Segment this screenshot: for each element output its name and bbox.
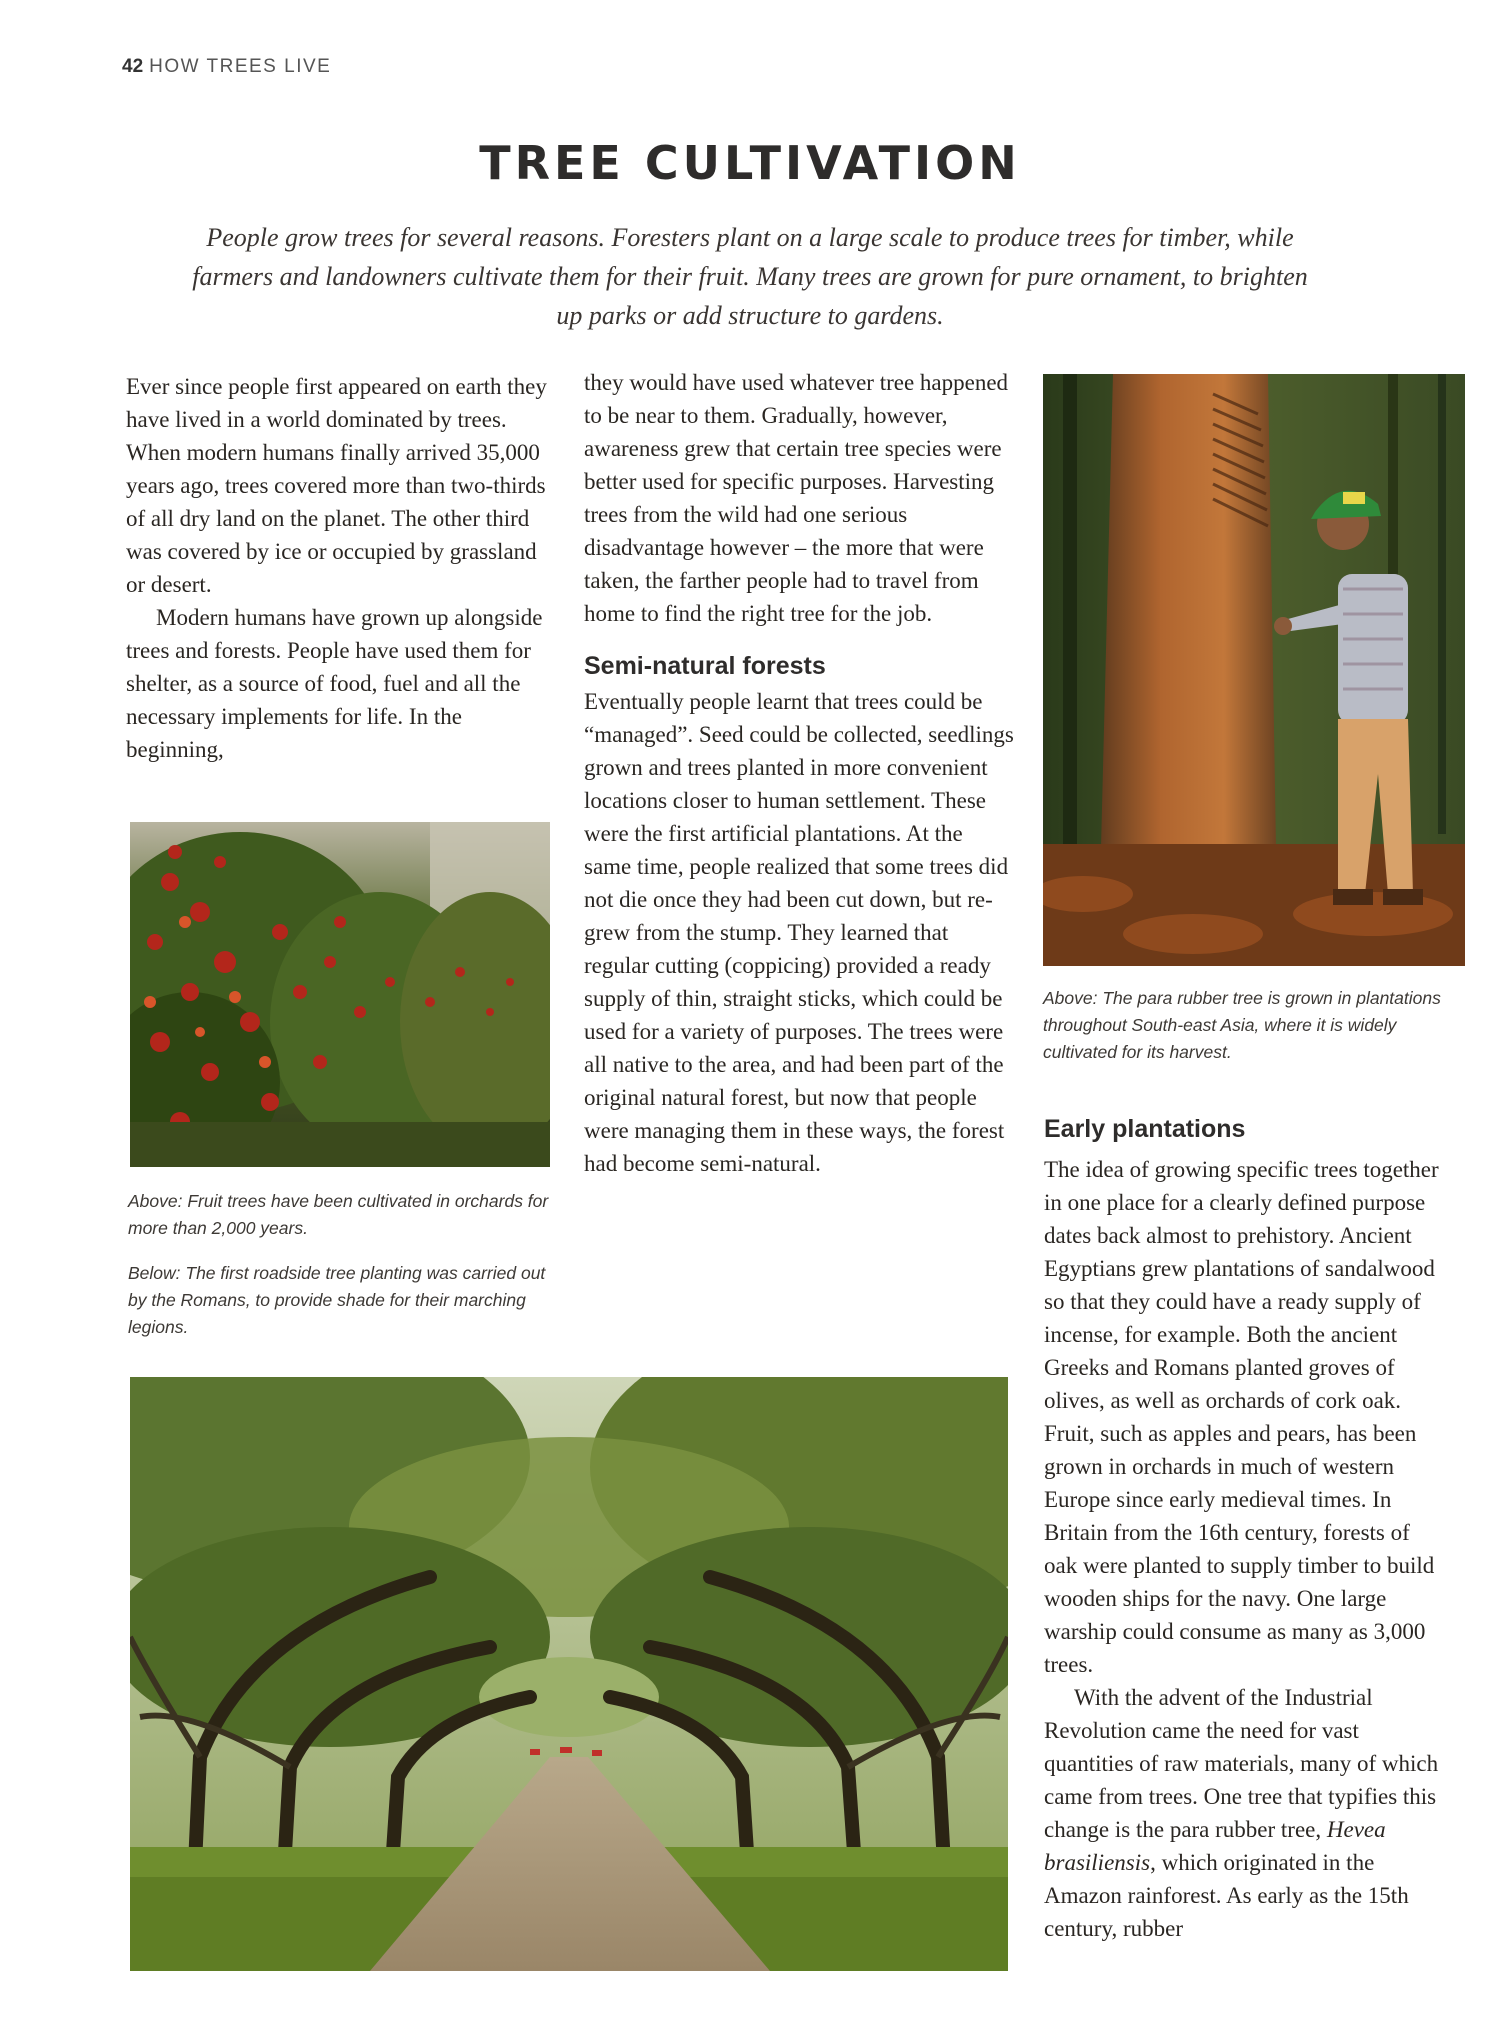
- intro-paragraph: People grow trees for several reasons. Foresters plant on a large scale to produce trees for timber, while farmers and landowners cultivate them for their fruit. Many trees are grown for pure ornament, to brighten up parks or add structure to gardens.: [192, 223, 1308, 330]
- species-name: Hevea brasiliensis: [1044, 1817, 1386, 1875]
- col1-paragraph-1: Ever since people first appeared on earth they have lived in a world dominated by trees. When modern humans finally arrived 35,000 years ago, trees covered more than two-thirds of all dry land on the planet. The other third was covered by ice or occupied by grassland or desert.: [126, 374, 547, 597]
- subhead-early-plantations: Early plantations: [1044, 1115, 1246, 1143]
- oak-avenue-photo: [130, 1377, 1008, 1971]
- rubber-caption: Above: The para rubber tree is grown in plantations throughout South-east Asia, where it is widely cultivated for its harvest.: [1043, 988, 1441, 1062]
- col3-paragraph-1: The idea of growing specific trees together in one place for a clearly defined purpose dates back almost to prehistory. Ancient Egyptians grew plantations of sandalwood so that they could have a ready supply of incense, for example. Both the ancient Greeks and Romans planted groves of olives, as well as orchards of cork oak. Fruit, such as apples and pears, has been grown in orchards in much of western Europe since early medieval times. In Britain from the 16th century, forests of oak were planted to supply timber to build wooden ships for the navy. One large warship could consume as many as 3,000 trees.: [1044, 1157, 1439, 1677]
- col2-paragraph-2: Eventually people learnt that trees could be “managed”. Seed could be collected, seedlings grown and trees planted in more convenient locations closer to human settlement. These were the first artificial plantations. At the same time, people realized that some trees did not die once they had been cut down, but re-grew from the stump. They learned that regular cutting (coppicing) provided a ready supply of thin, straight sticks, which could be used for a variety of purposes. The trees were all native to the area, and had been part of the original natural forest, but now that people were managing them in these ways, the forest had become semi-natural.: [584, 689, 1014, 1176]
- page-title: TREE CULTIVATION: [479, 136, 1021, 190]
- caption-group-left: [128, 1188, 558, 1341]
- avenue-caption: Below: The first roadside tree planting was carried out by the Romans, to provide shade for their marching legions.: [128, 1263, 546, 1337]
- rubber-tree-photo: [1043, 374, 1465, 966]
- col3-paragraph-2: [1044, 1681, 1444, 1945]
- col2-paragraph-1: they would have used whatever tree happened to be near to them. Gradually, however, awareness grew that certain tree species were better used for specific purposes. Harvesting trees from the wild had one serious disadvantage however – the more that were taken, the farther people had to travel from home to find the right tree for the job.: [584, 370, 1009, 626]
- running-head: [122, 56, 331, 78]
- orchard-photo: [130, 822, 550, 1167]
- column-2: [584, 366, 1014, 1180]
- col3-paragraph-2-part-2: , which originated in the Amazon rainforest. As early as the 15th century, rubber: [1044, 1850, 1409, 1941]
- page-number: 42: [122, 56, 144, 77]
- subhead-semi-natural-forests: Semi-natural forests: [584, 652, 826, 680]
- section-name: HOW TREES LIVE: [149, 56, 332, 77]
- orchard-caption: Above: Fruit trees have been cultivated in orchards for more than 2,000 years.: [128, 1191, 549, 1238]
- col3-paragraph-2-part-1: With the advent of the Industrial Revolution came the need for vast quantities of raw materials, many of which came from trees. One tree that typifies this change is the para rubber tree,: [1044, 1685, 1439, 1842]
- column-1: [126, 370, 556, 766]
- caption-group-right: [1043, 985, 1463, 1066]
- col1-paragraph-2: Modern humans have grown up alongside trees and forests. People have used them for shelter, as a source of food, fuel and all the necessary implements for life. In the beginning,: [126, 605, 543, 762]
- column-3: [1044, 1153, 1444, 1945]
